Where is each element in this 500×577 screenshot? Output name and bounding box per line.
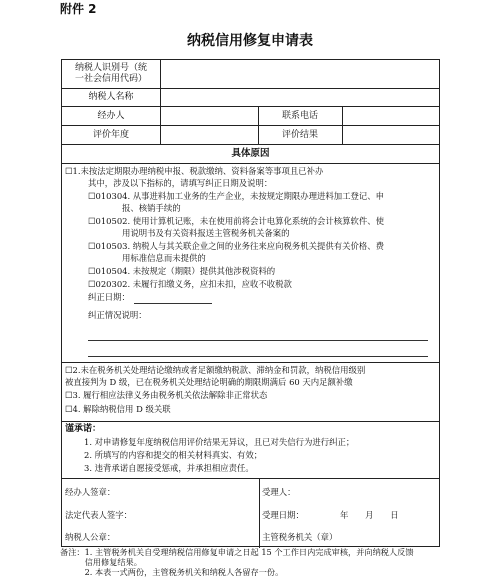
footer-note-1: 备注：1. 主管税务机关自受理纳税信用修复申请之日起 15 个工作日内完成审核，并向纳税人反馈 xyxy=(60,547,414,557)
reason-item-4[interactable]: ☐4. 解除纳税信用 D 级关联 xyxy=(65,404,171,414)
eval-result-label: 评价结果 xyxy=(281,130,318,140)
footer-note-2: 2. 本表一式两份，主管税务机关和纳税人各留存一份。 xyxy=(60,567,284,577)
commitment-line-1: 1. 对申请修复年度纳税信用评价结果无异议，且已对失信行为进行纠正； xyxy=(84,437,355,447)
taxpayer-name-label: 纳税人名称 xyxy=(88,92,134,102)
correct-note-line-1[interactable] xyxy=(88,340,428,341)
footer-note-1-cont: 信用修复结果。 xyxy=(60,557,142,567)
accept-date-fields[interactable]: 年 月 日 xyxy=(340,510,399,520)
accept-date-label: 受理日期： xyxy=(262,510,304,520)
reason-item-3[interactable]: ☐3. 履行相应法律义务由税务机关依法解除非正常状态 xyxy=(65,390,268,400)
reason-010304-cont: 报、核销手续的 xyxy=(122,203,181,213)
taxpayer-id-label: 纳税人识别号（统 一社会信用代码） xyxy=(74,63,147,84)
correct-note-line-2[interactable] xyxy=(88,356,428,357)
commitment-heading: 谨承诺： xyxy=(65,424,102,434)
taxpayer-seal-label: 纳税人公章： xyxy=(65,532,116,542)
taxpayer-id-field[interactable] xyxy=(162,66,437,84)
correct-date-field[interactable] xyxy=(134,303,212,304)
application-form xyxy=(61,59,440,547)
reason-010304[interactable]: ☐010304. 从事进料加工业务的生产企业，未按规定期限办理进料加工登记、申 xyxy=(88,191,385,201)
form-title: 纳税信用修复申请表 xyxy=(187,33,313,49)
handler-label: 经办人 xyxy=(97,111,125,121)
footer-notes xyxy=(60,547,414,577)
reasons-heading: 具体原因 xyxy=(231,148,270,159)
taxpayer-name-field[interactable] xyxy=(162,90,437,104)
correct-date-label: 纠正日期： xyxy=(88,292,130,302)
correct-note-label: 纠正情况说明： xyxy=(88,310,147,320)
eval-result-field[interactable] xyxy=(345,128,437,142)
reason-020302[interactable]: ☐020302. 未履行扣缴义务，应扣未扣，应收不收税款 xyxy=(88,279,292,289)
eval-year-field[interactable] xyxy=(162,128,256,142)
commitment-line-2: 2. 所填写的内容和提交的相关材料真实、有效； xyxy=(84,450,263,460)
reason-item-1[interactable]: ☐1.未按法定期限办理纳税申报、税款缴纳、资料备案等事项且已补办 xyxy=(65,166,324,176)
reason-010502[interactable]: ☐010502. 使用计算机记账，未在使用前将会计电算化系统的会计核算软件、使 xyxy=(88,216,385,226)
phone-label: 联系电话 xyxy=(281,111,318,121)
reason-item-2[interactable]: ☐2.未在税务机关处理结论缴纳或者足额缴纳税款、滞纳金和罚款，纳税信用级别 xyxy=(65,365,366,375)
reason-010503[interactable]: ☐010503. 纳税人与其关联企业之间的业务往来应向税务机关提供有关价格、费 xyxy=(88,241,385,251)
reason-010503-cont: 用标准信息而未提供的 xyxy=(122,253,206,263)
reason-010502-cont: 用说明书及有关资料报送主管税务机关备案的 xyxy=(122,228,290,238)
eval-year-label: 评价年度 xyxy=(92,130,129,140)
receiver-label: 受理人： xyxy=(262,487,296,497)
tax-authority-seal-label: 主管税务机关（章） xyxy=(262,532,338,542)
commitment-line-3: 3. 违背承诺自愿接受惩戒，并承担相应责任。 xyxy=(84,463,254,473)
reason-item-1-sub: 其中，涉及以下指标的，请填写纠正日期及说明： xyxy=(88,178,273,188)
attachment-label: 附件 2 xyxy=(60,2,97,16)
legal-rep-sign-label: 法定代表人签字： xyxy=(65,510,132,520)
reason-item-2-cont: 被直接判为 D 级，已在税务机关处理结论明确的期限期满后 60 天内足额补缴 xyxy=(65,377,353,387)
reason-010504[interactable]: ☐010504. 未按规定（期限）提供其他涉税资料的 xyxy=(88,266,276,276)
phone-field[interactable] xyxy=(345,109,437,123)
handler-field[interactable] xyxy=(162,109,256,123)
handler-sign-label: 经办人签章： xyxy=(65,487,116,497)
